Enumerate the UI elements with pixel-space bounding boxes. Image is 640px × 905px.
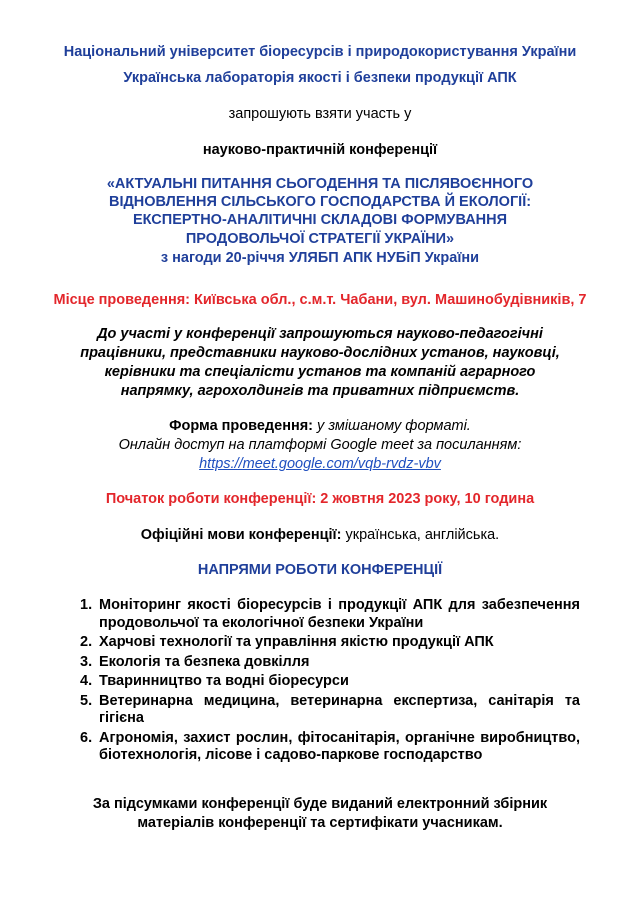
directions-list <box>80 597 580 765</box>
conference-title-line-2: ВІДНОВЛЕННЯ СІЛЬСЬКОГО ГОСПОДАРСТВА Й ЕКОЛОГІЇ: <box>108 194 532 210</box>
university-name: Національний університет біоресурсів і природокористування України <box>63 44 577 60</box>
invite-text: запрошують взяти участь у <box>228 106 412 122</box>
participants-line-1: До участі у конференції запрошуються науково-педагогічні <box>97 326 543 342</box>
google-meet-link[interactable]: https://meet.google.com/vqb-rvdz-vbv <box>199 456 441 472</box>
anniversary-note: з нагоди 20-річчя УЛЯБП АПК НУБіП України <box>160 250 480 266</box>
languages-label: Офіційні мови конференції: <box>140 527 342 543</box>
direction-item <box>80 693 580 728</box>
direction-item <box>80 597 580 632</box>
closing-line-1: За підсумками конференції буде виданий електронний збірник <box>92 796 548 812</box>
online-access-note: Онлайн доступ на платформі Google meet за посиланням: <box>118 437 522 453</box>
laboratory-name: Українська лабораторія якості і безпеки продукції АПК <box>123 70 517 86</box>
participants-line-4: напрямку, агрохолдингів та приватних підприємств. <box>120 383 520 399</box>
conference-title-line-1: «АКТУАЛЬНІ ПИТАННЯ СЬОГОДЕННЯ ТА ПІСЛЯВОЄННОГО <box>106 176 534 192</box>
direction-item <box>80 634 580 652</box>
direction-number: 3. <box>80 653 93 670</box>
start-time: Початок роботи конференції: 2 жовтня 2023 року, 10 година <box>105 491 535 507</box>
direction-text: Агрономія, захист рослин, фітосанітарія, органічне виробництво, біотехнологія, лісове і садово-паркове господарство <box>99 729 580 763</box>
conference-title-line-4: ПРОДОВОЛЬЧОЇ СТРАТЕГІЇ УКРАЇНИ» <box>185 231 455 247</box>
direction-number: 6. <box>80 729 93 746</box>
direction-number: 5. <box>80 692 93 709</box>
direction-item <box>80 654 580 672</box>
direction-number: 1. <box>80 597 93 613</box>
direction-item <box>80 673 580 691</box>
venue: Місце проведення: Київська обл., с.м.т. Чабани, вул. Машинобудівників, 7 <box>53 292 587 308</box>
conference-title-line-3: ЕКСПЕРТНО-АНАЛІТИЧНІ СКЛАДОВІ ФОРМУВАННЯ <box>132 212 508 228</box>
direction-number: 2. <box>80 634 93 650</box>
direction-item <box>80 730 580 765</box>
closing-line-2: матеріалів конференції та сертифікати учасникам. <box>137 815 503 831</box>
languages-value: українська, англійська. <box>341 527 500 543</box>
format-value: у змішаному форматі. <box>313 418 471 434</box>
participants-line-3: керівники та спеціалісти установ та компаній аграрного <box>104 364 536 380</box>
conference-type: науково-практичній конференції <box>202 142 438 158</box>
format-label: Форма проведення: <box>169 418 314 434</box>
direction-text: Моніторинг якості біоресурсів і продукції АПК для забезпечення продовольчої та екологічної безпеки України <box>99 597 580 631</box>
directions-heading: НАПРЯМИ РОБОТИ КОНФЕРЕНЦІЇ <box>197 562 443 578</box>
direction-number: 4. <box>80 673 93 689</box>
languages-line <box>0 527 640 544</box>
format-line <box>0 418 640 435</box>
direction-text: Ветеринарна медицина, ветеринарна експертиза, санітарія та гігієна <box>99 692 580 726</box>
participants-line-2: працівники, представники науково-дослідних установ, науковці, <box>80 345 560 361</box>
direction-text: Екологія та безпека довкілля <box>99 653 310 670</box>
direction-text: Харчові технології та управління якістю продукції АПК <box>99 634 494 650</box>
direction-text: Тваринництво та водні біоресурси <box>99 673 349 689</box>
meet-link-line <box>0 456 640 473</box>
